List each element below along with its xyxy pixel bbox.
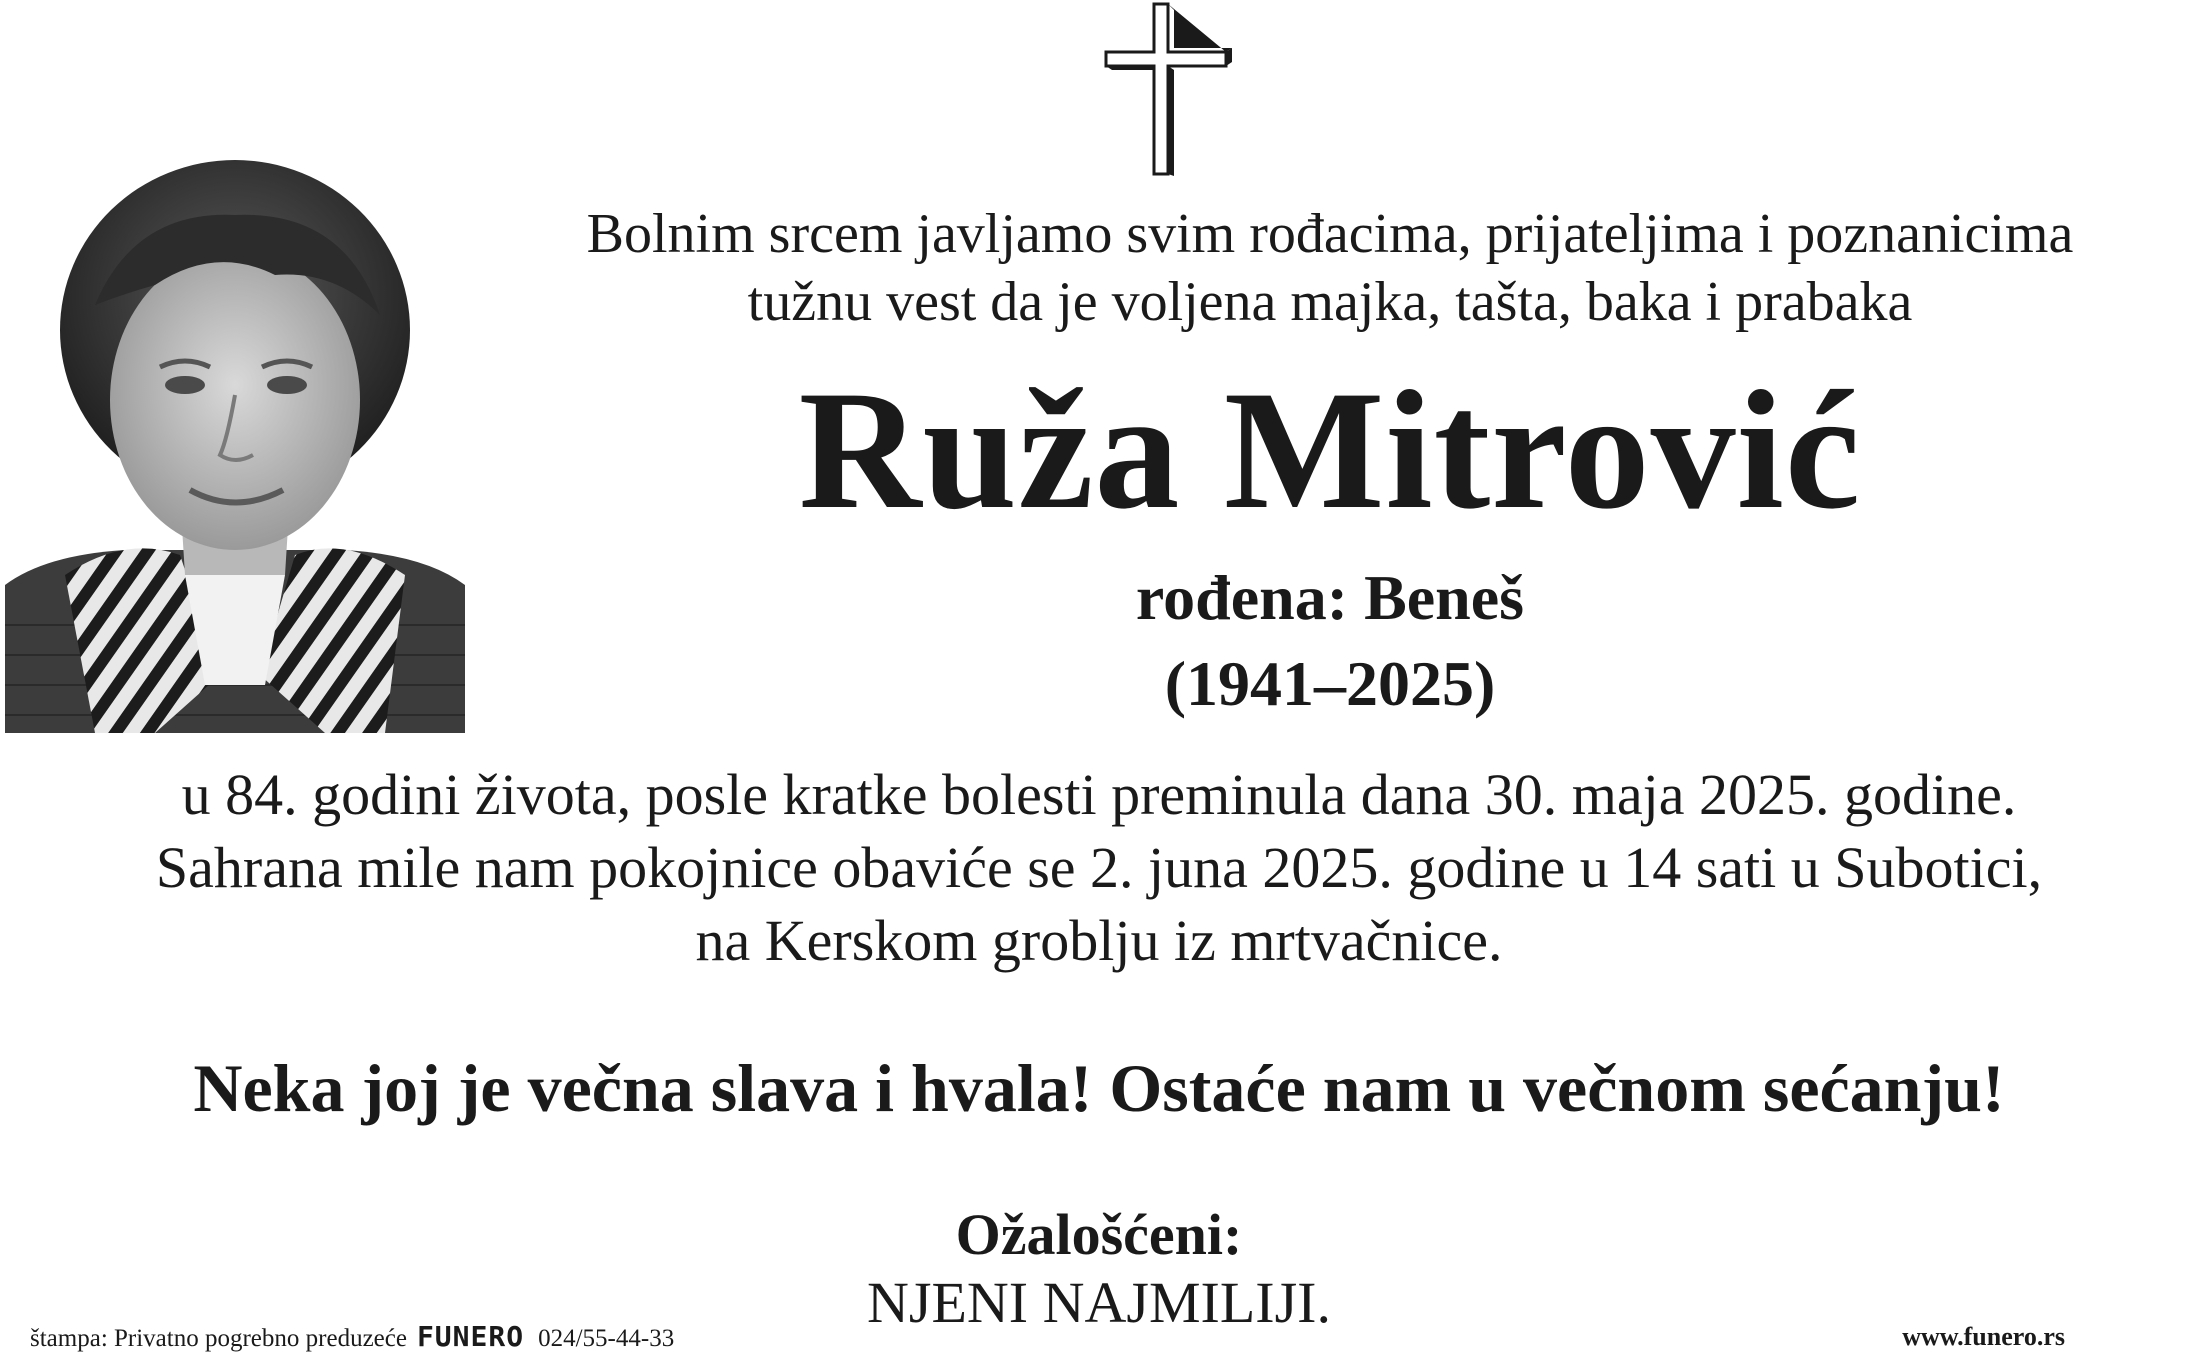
intro-line-2: tužnu vest da je voljena majka, tašta, baka i prabaka <box>747 271 1913 333</box>
phone-number: 024/55-44-33 <box>538 1325 675 1352</box>
maiden-name: rođena: Beneš <box>1135 562 1525 633</box>
footer-printer <box>30 1322 674 1354</box>
closing-message: Neka joj je večna slava i hvala! Ostaće nam u večnom sećanju! <box>193 1050 2005 1126</box>
website-link[interactable]: www.funero.rs <box>1902 1322 2065 1351</box>
mourners-name: NJENI NAJMILIJI. <box>867 1270 1331 1335</box>
details-line-1: u 84. godini života, posle kratke bolesti preminula dana 30. maja 2025. godine. <box>181 762 2017 827</box>
mourners-title: Ožalošćeni: <box>955 1202 1243 1267</box>
cross-icon <box>1096 0 1236 178</box>
details-line-3: na Kerskom groblju iz mrtvačnice. <box>695 908 1503 973</box>
intro-line-1: Bolnim srcem javljamo svim rođacima, prijateljima i poznanicima <box>586 203 2074 265</box>
life-years: (1941–2025) <box>1164 648 1496 719</box>
intro-text <box>470 200 2190 336</box>
print-label: štampa: Privatno pogrebno preduzeće <box>30 1325 407 1352</box>
funero-logo: FUNERO <box>416 1320 525 1353</box>
details-line-2: Sahrana mile nam pokojnice obaviće se 2. juna 2025. godine u 14 sati u Subotici, <box>155 835 2043 900</box>
portrait-photo <box>5 155 465 733</box>
details-text <box>0 758 2198 977</box>
deceased-name: Ruža Mitrović <box>798 356 1862 544</box>
